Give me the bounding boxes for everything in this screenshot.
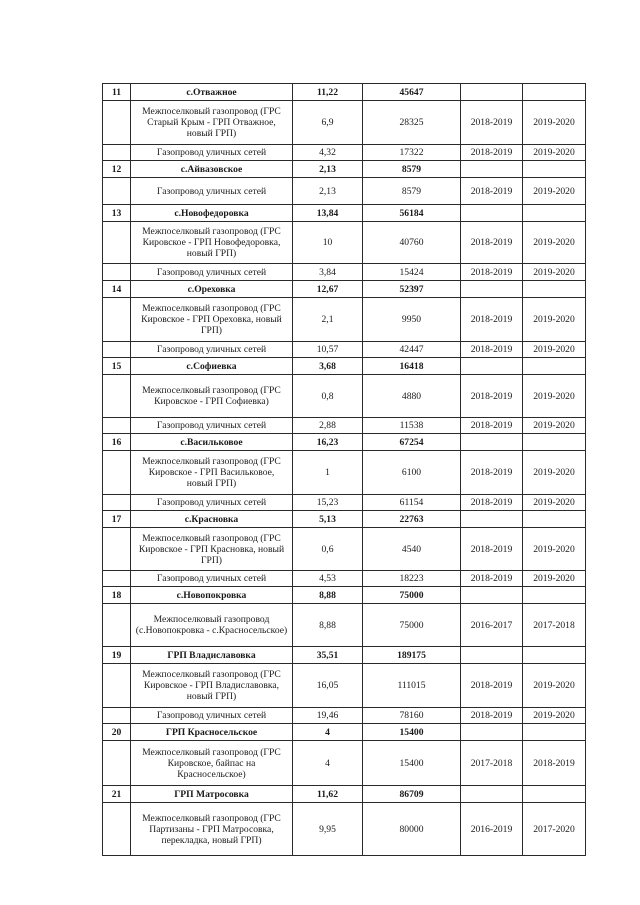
row-number-cell	[103, 803, 131, 856]
length-cell: 9,95	[293, 803, 363, 856]
start-period-cell: 2018-2019	[461, 571, 523, 587]
start-period-cell	[461, 434, 523, 451]
pipeline-name-cell: Межпоселковый газопровод (с.Новопокровка - с.Красносельское)	[131, 604, 293, 647]
cost-cell: 52397	[363, 281, 461, 298]
row-number-cell	[103, 604, 131, 647]
row-number-cell: 19	[103, 647, 131, 664]
row-number-cell: 13	[103, 205, 131, 222]
cost-cell: 61154	[363, 495, 461, 511]
start-period-cell	[461, 511, 523, 528]
start-period-cell	[461, 724, 523, 741]
pipeline-name-cell: Газопровод уличных сетей	[131, 342, 293, 358]
length-cell: 8,88	[293, 604, 363, 647]
length-cell: 11,22	[293, 84, 363, 101]
end-period-cell	[523, 161, 586, 178]
pipeline-name-cell: Газопровод уличных сетей	[131, 418, 293, 434]
row-number-cell	[103, 264, 131, 281]
end-period-cell: 2019-2020	[523, 708, 586, 724]
locality-name-cell: ГРП Красносельское	[131, 724, 293, 741]
cost-cell: 11538	[363, 418, 461, 434]
cost-cell: 8579	[363, 161, 461, 178]
end-period-cell	[523, 724, 586, 741]
row-number-cell	[103, 528, 131, 571]
start-period-cell: 2018-2019	[461, 451, 523, 495]
start-period-cell: 2016-2019	[461, 803, 523, 856]
row-number-cell: 20	[103, 724, 131, 741]
pipeline-name-cell: Газопровод уличных сетей	[131, 178, 293, 205]
start-period-cell: 2018-2019	[461, 495, 523, 511]
end-period-cell	[523, 786, 586, 803]
length-cell: 4	[293, 741, 363, 786]
locality-row	[103, 84, 586, 101]
cost-cell: 80000	[363, 803, 461, 856]
pipeline-row	[103, 528, 586, 571]
row-number-cell	[103, 145, 131, 161]
row-number-cell: 11	[103, 84, 131, 101]
end-period-cell	[523, 434, 586, 451]
cost-cell: 4880	[363, 375, 461, 418]
pipeline-row	[103, 298, 586, 342]
cost-cell: 6100	[363, 451, 461, 495]
row-number-cell	[103, 418, 131, 434]
locality-name-cell: ГРП Матросовка	[131, 786, 293, 803]
end-period-cell	[523, 511, 586, 528]
start-period-cell	[461, 358, 523, 375]
start-period-cell	[461, 84, 523, 101]
cost-cell: 40760	[363, 222, 461, 264]
length-cell: 16,23	[293, 434, 363, 451]
row-number-cell: 15	[103, 358, 131, 375]
row-number-cell	[103, 451, 131, 495]
length-cell: 15,23	[293, 495, 363, 511]
start-period-cell: 2018-2019	[461, 145, 523, 161]
pipeline-name-cell: Межпоселковый газопровод (ГРС Кировское - ГРП Красновка, новый ГРП)	[131, 528, 293, 571]
start-period-cell: 2018-2019	[461, 528, 523, 571]
end-period-cell: 2019-2020	[523, 664, 586, 708]
cost-cell: 45647	[363, 84, 461, 101]
end-period-cell: 2019-2020	[523, 342, 586, 358]
gas-pipeline-table	[102, 83, 586, 856]
end-period-cell: 2019-2020	[523, 298, 586, 342]
row-number-cell: 16	[103, 434, 131, 451]
end-period-cell	[523, 587, 586, 604]
length-cell: 3,84	[293, 264, 363, 281]
pipeline-name-cell: Газопровод уличных сетей	[131, 264, 293, 281]
row-number-cell	[103, 342, 131, 358]
start-period-cell: 2018-2019	[461, 222, 523, 264]
start-period-cell	[461, 281, 523, 298]
row-number-cell	[103, 664, 131, 708]
row-number-cell	[103, 741, 131, 786]
pipeline-name-cell: Газопровод уличных сетей	[131, 708, 293, 724]
length-cell: 3,68	[293, 358, 363, 375]
cost-cell: 9950	[363, 298, 461, 342]
pipeline-name-cell: Газопровод уличных сетей	[131, 495, 293, 511]
cost-cell: 18223	[363, 571, 461, 587]
length-cell: 16,05	[293, 664, 363, 708]
start-period-cell: 2018-2019	[461, 264, 523, 281]
end-period-cell: 2017-2018	[523, 604, 586, 647]
start-period-cell: 2018-2019	[461, 418, 523, 434]
pipeline-row	[103, 375, 586, 418]
length-cell: 1	[293, 451, 363, 495]
locality-row	[103, 587, 586, 604]
cost-cell: 75000	[363, 604, 461, 647]
locality-name-cell: с.Ореховка	[131, 281, 293, 298]
cost-cell: 75000	[363, 587, 461, 604]
row-number-cell: 12	[103, 161, 131, 178]
locality-name-cell: с.Новофедоровка	[131, 205, 293, 222]
row-number-cell: 14	[103, 281, 131, 298]
cost-cell: 22763	[363, 511, 461, 528]
pipeline-name-cell: Межпоселковый газопровод (ГРС Партизаны - ГРП Матросовка, перекладка, новый ГРП)	[131, 803, 293, 856]
pipeline-row	[103, 342, 586, 358]
pipeline-row	[103, 803, 586, 856]
row-number-cell	[103, 222, 131, 264]
locality-row	[103, 161, 586, 178]
pipeline-name-cell: Межпоселковый газопровод (ГРС Кировское - ГРП Васильковое, новый ГРП)	[131, 451, 293, 495]
start-period-cell: 2018-2019	[461, 375, 523, 418]
row-number-cell: 18	[103, 587, 131, 604]
pipeline-name-cell: Межпоселковый газопровод (ГРС Кировское - ГРП Ореховка, новый ГРП)	[131, 298, 293, 342]
locality-name-cell: с.Красновка	[131, 511, 293, 528]
pipeline-name-cell: Газопровод уличных сетей	[131, 145, 293, 161]
row-number-cell	[103, 375, 131, 418]
pipeline-row	[103, 264, 586, 281]
cost-cell: 67254	[363, 434, 461, 451]
length-cell: 6,9	[293, 101, 363, 145]
locality-row	[103, 511, 586, 528]
pipeline-name-cell: Межпоселковый газопровод (ГРС Кировское, байпас на Красносельское)	[131, 741, 293, 786]
start-period-cell	[461, 205, 523, 222]
row-number-cell: 17	[103, 511, 131, 528]
pipeline-row	[103, 495, 586, 511]
locality-row	[103, 724, 586, 741]
start-period-cell: 2018-2019	[461, 178, 523, 205]
length-cell: 10	[293, 222, 363, 264]
end-period-cell: 2019-2020	[523, 101, 586, 145]
cost-cell: 42447	[363, 342, 461, 358]
cost-cell: 86709	[363, 786, 461, 803]
start-period-cell: 2018-2019	[461, 342, 523, 358]
row-number-cell: 21	[103, 786, 131, 803]
locality-name-cell: ГРП Владиславовка	[131, 647, 293, 664]
locality-row	[103, 281, 586, 298]
start-period-cell: 2018-2019	[461, 708, 523, 724]
locality-name-cell: с.Новопокровка	[131, 587, 293, 604]
length-cell: 2,88	[293, 418, 363, 434]
cost-cell: 56184	[363, 205, 461, 222]
cost-cell: 28325	[363, 101, 461, 145]
length-cell: 12,67	[293, 281, 363, 298]
length-cell: 19,46	[293, 708, 363, 724]
start-period-cell	[461, 587, 523, 604]
end-period-cell: 2019-2020	[523, 451, 586, 495]
cost-cell: 16418	[363, 358, 461, 375]
end-period-cell: 2017-2020	[523, 803, 586, 856]
cost-cell: 15400	[363, 724, 461, 741]
cost-cell: 15400	[363, 741, 461, 786]
row-number-cell	[103, 101, 131, 145]
end-period-cell: 2019-2020	[523, 178, 586, 205]
cost-cell: 78160	[363, 708, 461, 724]
length-cell: 4	[293, 724, 363, 741]
locality-name-cell: с.Айвазовское	[131, 161, 293, 178]
pipeline-row	[103, 708, 586, 724]
locality-row	[103, 434, 586, 451]
end-period-cell: 2019-2020	[523, 495, 586, 511]
cost-cell: 189175	[363, 647, 461, 664]
locality-name-cell: с.Васильковое	[131, 434, 293, 451]
end-period-cell: 2019-2020	[523, 528, 586, 571]
locality-row	[103, 358, 586, 375]
locality-row	[103, 205, 586, 222]
end-period-cell: 2019-2020	[523, 571, 586, 587]
start-period-cell: 2018-2019	[461, 664, 523, 708]
pipeline-row	[103, 571, 586, 587]
end-period-cell	[523, 647, 586, 664]
row-number-cell	[103, 178, 131, 205]
pipeline-row	[103, 604, 586, 647]
length-cell: 0,8	[293, 375, 363, 418]
row-number-cell	[103, 571, 131, 587]
cost-cell: 4540	[363, 528, 461, 571]
length-cell: 11,62	[293, 786, 363, 803]
start-period-cell	[461, 786, 523, 803]
start-period-cell: 2016-2017	[461, 604, 523, 647]
locality-row	[103, 786, 586, 803]
length-cell: 4,53	[293, 571, 363, 587]
pipeline-row	[103, 145, 586, 161]
end-period-cell: 2019-2020	[523, 222, 586, 264]
locality-name-cell: с.Отважное	[131, 84, 293, 101]
length-cell: 4,32	[293, 145, 363, 161]
pipeline-row	[103, 451, 586, 495]
cost-cell: 17322	[363, 145, 461, 161]
pipeline-name-cell: Межпоселковый газопровод (ГРС Кировское - ГРП Новофедоровка, новый ГРП)	[131, 222, 293, 264]
pipeline-row	[103, 101, 586, 145]
pipeline-name-cell: Межпоселковый газопровод (ГРС Старый Крым - ГРП Отважное, новый ГРП)	[131, 101, 293, 145]
row-number-cell	[103, 708, 131, 724]
length-cell: 5,13	[293, 511, 363, 528]
pipeline-row	[103, 178, 586, 205]
start-period-cell: 2018-2019	[461, 298, 523, 342]
end-period-cell: 2019-2020	[523, 418, 586, 434]
end-period-cell	[523, 205, 586, 222]
length-cell: 8,88	[293, 587, 363, 604]
cost-cell: 111015	[363, 664, 461, 708]
end-period-cell	[523, 281, 586, 298]
end-period-cell: 2019-2020	[523, 145, 586, 161]
end-period-cell: 2018-2019	[523, 741, 586, 786]
pipeline-row	[103, 741, 586, 786]
end-period-cell: 2019-2020	[523, 264, 586, 281]
pipeline-row	[103, 418, 586, 434]
pipeline-name-cell: Межпоселковый газопровод (ГРС Кировское - ГРП Владиславовка, новый ГРП)	[131, 664, 293, 708]
end-period-cell: 2019-2020	[523, 375, 586, 418]
pipeline-name-cell: Газопровод уличных сетей	[131, 571, 293, 587]
length-cell: 35,51	[293, 647, 363, 664]
start-period-cell: 2018-2019	[461, 101, 523, 145]
start-period-cell	[461, 161, 523, 178]
end-period-cell	[523, 84, 586, 101]
length-cell: 0,6	[293, 528, 363, 571]
cost-cell: 15424	[363, 264, 461, 281]
start-period-cell: 2017-2018	[461, 741, 523, 786]
length-cell: 13,84	[293, 205, 363, 222]
cost-cell: 8579	[363, 178, 461, 205]
length-cell: 2,13	[293, 161, 363, 178]
end-period-cell	[523, 358, 586, 375]
start-period-cell	[461, 647, 523, 664]
locality-name-cell: с.Софиевка	[131, 358, 293, 375]
locality-row	[103, 647, 586, 664]
pipeline-row	[103, 664, 586, 708]
pipeline-row	[103, 222, 586, 264]
row-number-cell	[103, 495, 131, 511]
length-cell: 2,1	[293, 298, 363, 342]
pipeline-name-cell: Межпоселковый газопровод (ГРС Кировское - ГРП Софиевка)	[131, 375, 293, 418]
length-cell: 2,13	[293, 178, 363, 205]
length-cell: 10,57	[293, 342, 363, 358]
row-number-cell	[103, 298, 131, 342]
